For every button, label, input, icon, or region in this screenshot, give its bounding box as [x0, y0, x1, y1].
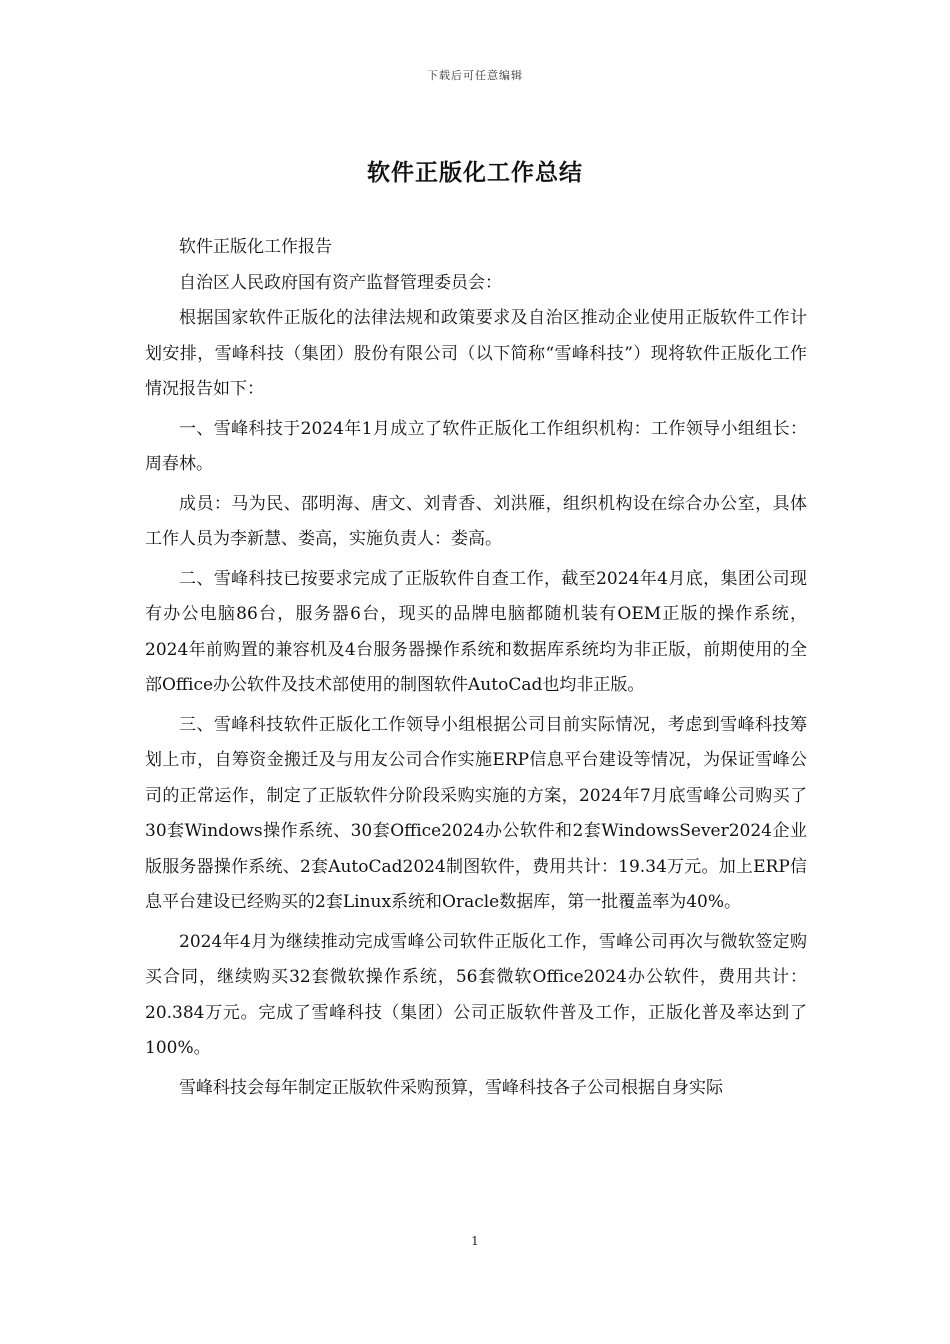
- paragraph: 成员：马为民、邵明海、唐文、刘青香、刘洪雁，组织机构设在综合办公室，具体工作人员为李新慧、娄高，实施负责人：娄高。: [145, 493, 807, 549]
- paragraph: 软件正版化工作报告: [179, 237, 332, 257]
- paragraph: 二、雪峰科技已按要求完成了正版软件自查工作，截至2024年4月底，集团公司现有办公电脑86台，服务器6台，现买的品牌电脑都随机装有OEM正版的操作系统，2024年前购置的兼容机及4台服务器操作系统和数据库系统均为非正版，前期使用的全部Office办公软件及技术部使用的制图软件AutoCad也均非正版。: [145, 568, 807, 695]
- paragraph: 一、雪峰科技于2024年1月成立了软件正版化工作组织机构：工作领导小组组长：周春林。: [145, 418, 807, 474]
- page-header-note: 下载后可任意编辑: [427, 69, 523, 82]
- paragraph: 自治区人民政府国有资产监督管理委员会：: [179, 272, 502, 293]
- paragraph: 根据国家软件正版化的法律法规和政策要求及自治区推动企业使用正版软件工作计划安排，雪峰科技（集团）股份有限公司（以下简称“雪峰科技”）现将软件正版化工作情况报告如下：: [145, 308, 807, 399]
- paragraph: 2024年4月为继续推动完成雪峰公司软件正版化工作，雪峰公司再次与微软签定购买合同，继续购买32套微软操作系统，56套微软Office2024办公软件，费用共计：20.384万元。完成了雪峰科技（集团）公司正版软件普及工作，正版化普及率达到了100%。: [145, 931, 807, 1058]
- paragraph: 三、雪峰科技软件正版化工作领导小组根据公司目前实际情况，考虑到雪峰科技筹划上市，自筹资金搬迁及与用友公司合作实施ERP信息平台建设等情况，为保证雪峰公司的正常运作，制定了正版软件分阶段采购实施的方案，2024年7月底雪峰公司购买了30套Windows操作系统、30套Office2024办公软件和2套WindowsSever2024企业版服务器操作系统、2套AutoCad2024制图软件，费用共计：19.34万元。加上ERP信息平台建设已经购买的2套Linux系统和Oracle数据库，第一批覆盖率为40%。: [145, 714, 807, 912]
- document-body: [145, 230, 807, 1106]
- document-title: 软件正版化工作总结: [367, 159, 583, 186]
- page-number: 1: [471, 1234, 479, 1248]
- paragraph: 雪峰科技会每年制定正版软件采购预算，雪峰科技各子公司根据自身实际: [179, 1077, 723, 1098]
